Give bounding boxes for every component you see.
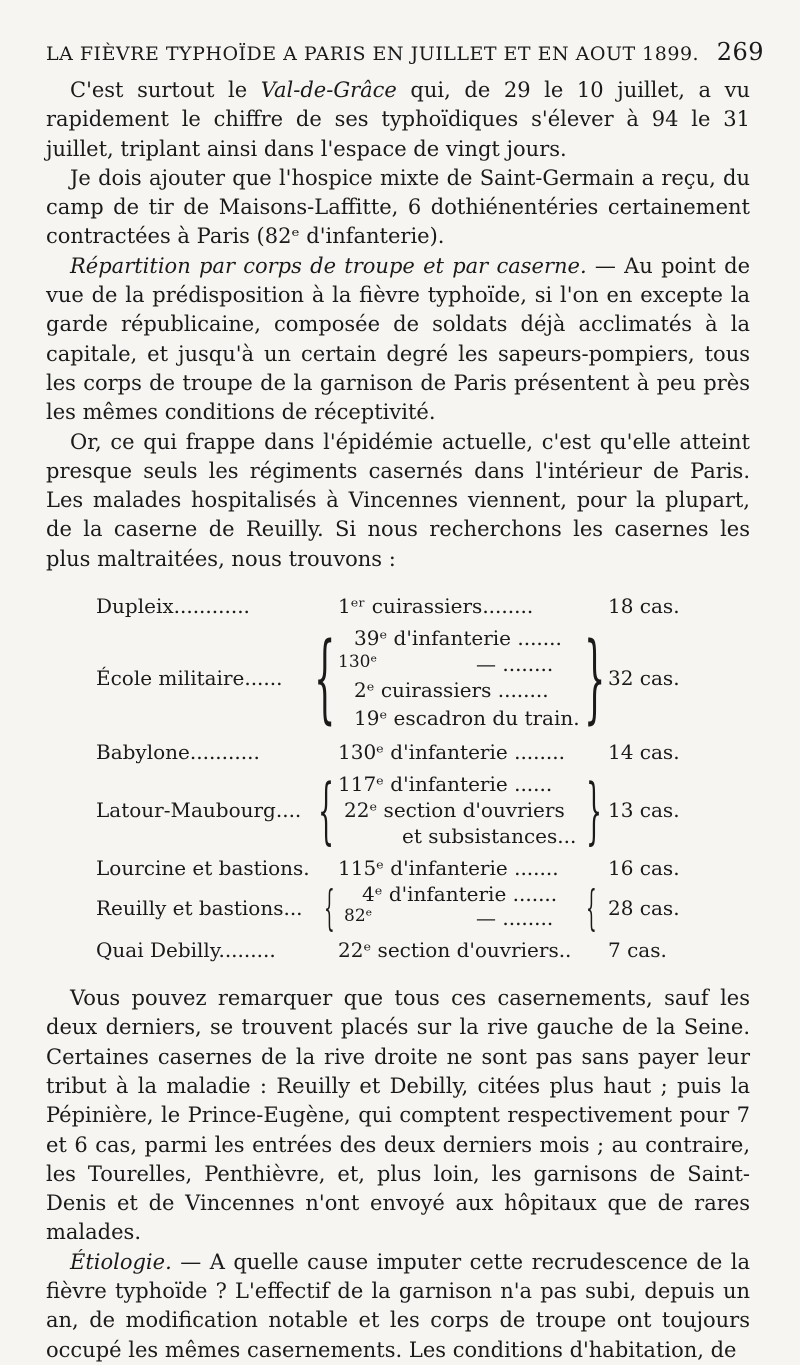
corps-line: 19ᵉ escadron du train. <box>354 706 580 731</box>
paragraph-repartition: Répartition par corps de troupe et par caserne. — Au point de vue de la prédisposition à la fièvre typhoïde, si l'on en excepte la garde républicaine, composée de soldats déjà acclimatés à la capitale, et jusqu'à un certain degré les sapeurs-pompiers, tous les corps de troupe de la garnison de Paris présentent à peu près les mêmes conditions de réceptivité. <box>46 253 750 425</box>
paragraph-casernes: Or, ce qui frappe dans l'épidémie actuelle, c'est qu'elle atteint presque seuls les régiments casernés dans l'intérieur de Paris. Les malades hospitalisés à Vincennes viennent, pour la plupart, de la caserne de Reuilly. Si nous recherchons les casernes les plus maltraitées, nous trouvons : <box>46 429 750 571</box>
cases-count: 32 cas. <box>608 666 680 691</box>
running-header <box>46 38 764 66</box>
corps-name: 115ᵉ d'infanterie ....... <box>338 856 559 881</box>
table-row <box>46 856 750 884</box>
right-brace: { <box>586 880 597 937</box>
right-brace: } <box>584 622 606 735</box>
corps-line: 130ᵉ <box>338 652 378 673</box>
caserne-name: Latour-Maubourg.... <box>96 798 302 823</box>
caserne-name: Babylone........... <box>96 740 260 765</box>
caserne-name: Lourcine et bastions. <box>96 856 310 881</box>
table-row <box>46 594 750 622</box>
right-brace: } <box>586 768 603 853</box>
left-brace: { <box>324 880 335 937</box>
corps-line: 82ᵉ <box>344 906 373 927</box>
table-row <box>46 622 750 738</box>
paragraph-val-de-grace: C'est surtout le Val-de-Grâce qui, de 29 le 10 juillet, a vu rapidement le chiffre de ses typhoïdiques s'élever à 94 le 31 juillet, triplant ainsi dans l'espace de vingt jours. <box>46 78 750 161</box>
table-row <box>46 740 750 768</box>
left-brace: { <box>314 622 336 735</box>
cases-count: 16 cas. <box>608 856 680 881</box>
corps-name: 22ᵉ section d'ouvriers.. <box>338 938 572 963</box>
cases-count: 28 cas. <box>608 896 680 921</box>
casernes-table <box>46 594 750 937</box>
caserne-name: Quai Debilly......... <box>96 938 276 963</box>
corps-name: 1ᵉʳ cuirassiers........ <box>338 594 534 619</box>
caserne-name: Dupleix............ <box>96 594 250 619</box>
corps-name: 130ᵉ d'infanterie ........ <box>338 740 565 765</box>
caserne-name: Reuilly et bastions... <box>96 896 303 921</box>
cases-count: 7 cas. <box>608 938 667 963</box>
val-de-grace-italic: Val-de-Grâce <box>260 78 397 102</box>
cases-count: 18 cas. <box>608 594 680 619</box>
paragraph-etiologie: Étiologie. — A quelle cause imputer cette recrudescence de la fièvre typhoïde ? L'effectif de la garnison n'a pas subi, depuis un an, de modification notable et les corps de troupe ont toujours occupé les mêmes casernements. Les conditions d'habitation, de <box>46 1249 750 1362</box>
section-heading-repartition: Répartition par corps de troupe et par caserne. <box>70 253 587 278</box>
page-body <box>46 76 750 1365</box>
caserne-name: École militaire...... <box>96 666 283 691</box>
cases-count: 13 cas. <box>608 798 680 823</box>
table-row <box>46 880 750 937</box>
corps-line: 39ᵉ d'infanterie ....... <box>354 626 562 651</box>
corps-line: 117ᵉ d'infanterie ...... <box>338 772 553 797</box>
paragraph-rive-gauche: Vous pouvez remarquer que tous ces casernements, sauf les deux derniers, se trouvent placés sur la rive gauche de la Seine. Certaines casernes de la rive droite ne sont pas sans payer leur tribut à la maladie : Reuilly et Debilly, citées plus haut ; puis la Pépinière, le Prince-Eugène, qui comptent respectivement pour 7 et 6 cas, parmi les entrées des deux derniers mois ; au contraire, les Tourelles, Penthièvre, et, plus loin, les garnisons de Saint-Denis et de Vincennes n'ont envoyé aux hôpitaux que de rares malades. <box>46 986 750 1245</box>
paragraph-saint-germain: Je dois ajouter que l'hospice mixte de Saint-Germain a reçu, du camp de tir de Maisons-Laffitte, 6 dothiénentéries certainement contractées à Paris (82ᵉ d'infanterie). <box>46 165 750 249</box>
corps-line: 4ᵉ d'infanterie ....... <box>362 882 558 907</box>
page-number: 269 <box>716 38 764 66</box>
corps-line: — ........ <box>476 652 554 677</box>
section-heading-etiologie: Étiologie. <box>70 1249 172 1274</box>
table-row <box>46 768 750 854</box>
corps-line: 2ᵉ cuirassiers ........ <box>354 678 549 703</box>
header-title: LA FIÈVRE TYPHOÏDE A PARIS EN JUILLET ET EN AOUT 1899. <box>46 43 700 65</box>
casernes-table-end <box>46 938 750 968</box>
corps-line: — ........ <box>476 906 554 931</box>
corps-line: et subsistances... <box>402 824 577 849</box>
table-row <box>46 938 750 966</box>
cases-count: 14 cas. <box>608 740 680 765</box>
left-brace: { <box>318 768 335 853</box>
corps-line: 22ᵉ section d'ouvriers <box>344 798 565 823</box>
